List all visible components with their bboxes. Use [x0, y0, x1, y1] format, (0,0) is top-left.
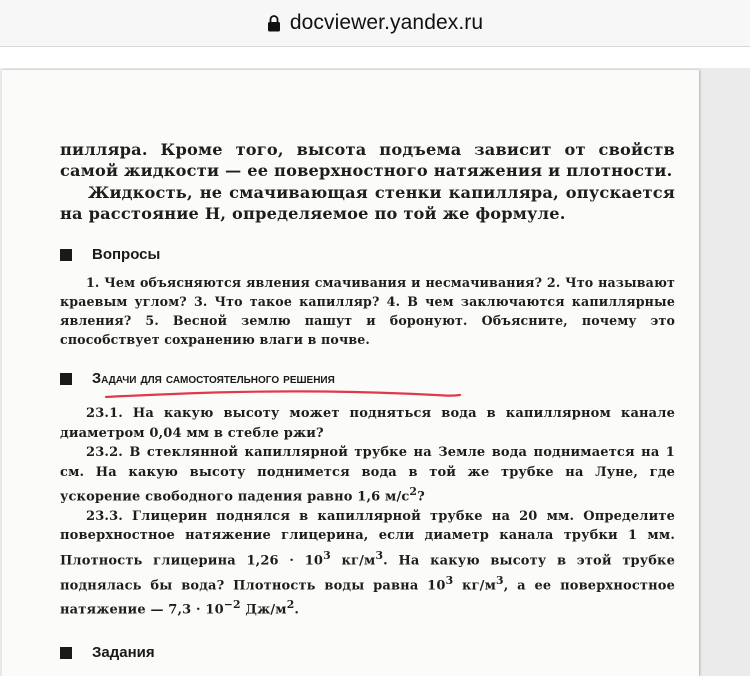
task-23-3-sup-6: 2: [286, 598, 295, 612]
questions-heading-text: Вопросы: [92, 246, 161, 263]
section-bullet-icon: [60, 373, 72, 385]
lock-icon: [267, 14, 281, 32]
url-display[interactable]: [267, 11, 483, 35]
browser-address-bar[interactable]: [0, 0, 750, 47]
tasks-heading-text: Задачи для самостоятельного решения: [92, 371, 335, 387]
task-23-3-sup-5: −2: [223, 598, 241, 612]
intro-paragraph-2: [60, 183, 675, 224]
task-23-3-part-c: . На какую высоту в этой трубке поднялась бы вода? Плотность воды равна 10: [60, 553, 676, 593]
questions-text: 1. Чем объясняются явления смачивания и несмачивания? 2. Что называют краевым углом? 3. Что такое капилляр? 4. В чем заключаются капиллярные явления? 5. Весной землю пашут и боронуют. Объясните, почему это способствует сохранению влаги в почве.: [60, 275, 675, 347]
task-23-3-part-b: кг/м: [330, 553, 376, 569]
task-23-3-end: .: [294, 602, 300, 618]
task-23-3-part-a: 23.3. Глицерин поднялся в капиллярной трубке на 20 мм. Определите поверхностное натяжение глицерина, если диаметр канала трубки 1 мм. Плотность глицерина 1,26 · 10: [60, 508, 675, 569]
tasks-list: [60, 404, 675, 620]
task-23-2-end: ?: [417, 489, 425, 505]
url-text: docviewer.yandex.ru: [289, 11, 484, 34]
task-23-1: 23.1. На какую высоту может подняться вода в капиллярном канале диаметром 0,04 мм в стебле ржи?: [60, 406, 675, 441]
task-23-2: [60, 443, 675, 507]
intro-paragraph-2-text: Жидкость, не смачивающая стенки капилляра, опускается на расстояние H, определяемое по той же формуле.: [60, 183, 675, 223]
section-bullet-icon: [60, 249, 72, 261]
tasks-heading: [60, 371, 675, 387]
intro-paragraph: пилляра. Кроме того, высота подъема зависит от свойств самой жидкости — ее поверхностного натяжения и плотности.: [60, 140, 675, 180]
questions-heading: [60, 246, 675, 263]
toolbar-gap: [0, 47, 750, 69]
task-23-3-part-d: кг/м: [453, 577, 497, 593]
page-content: [60, 74, 675, 661]
task-23-3-part-f: Дж/м: [240, 602, 287, 618]
task-23-3-sup-4: 3: [496, 573, 504, 587]
task-23-3-sup-1: 3: [323, 548, 331, 562]
task-23-2-text: 23.2. В стеклянной капиллярной трубке на Земле вода поднимается на 1 см. На какую высоту поднимется вода в той же трубке на Луне, где ускорение свободного падения равно 1,6 м/с: [60, 445, 675, 505]
task-23-3: [60, 507, 675, 620]
task-23-3-sup-3: 3: [445, 573, 454, 587]
section-bullet-icon: [60, 647, 72, 659]
task-23-3-part-e: , а ее поверхностное натяжение — 7,3 · 10: [60, 577, 675, 618]
task-23-2-sup: 2: [409, 485, 418, 498]
task-23-3-sup-2: 3: [375, 548, 384, 562]
assignments-heading-text: Задания: [92, 644, 155, 662]
red-underline-annotation: [104, 389, 464, 401]
assignments-heading: [60, 644, 675, 661]
